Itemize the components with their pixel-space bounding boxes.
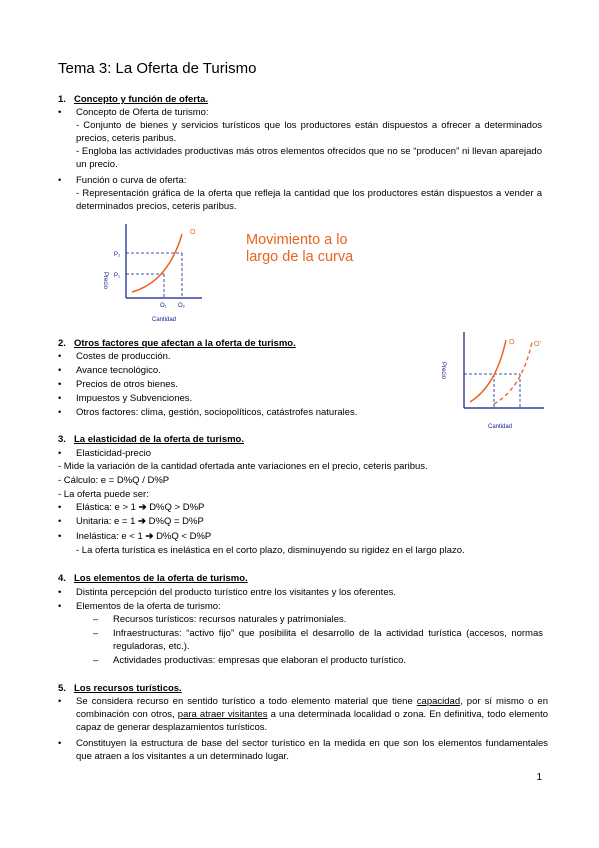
bullet-text xyxy=(76,515,548,528)
unit-result: D%Q = D%P xyxy=(148,516,204,527)
y-axis-label: Precio xyxy=(440,362,446,380)
bullet-icon: • xyxy=(58,407,62,418)
sub-item xyxy=(93,627,543,653)
text-run: Se considera recurso en sentido turístico a todo elemento material que tiene xyxy=(76,696,417,707)
bullet-icon: • xyxy=(58,601,62,612)
bullet-text: Otros factores: clima, gestión, sociopolíticos, catástrofes naturales. xyxy=(76,407,358,418)
paragraph: - Conjunto de bienes y servicios turísticos que los productores están dispuestos a ofrecer a determinados precios, ceteris paribus. xyxy=(76,120,542,144)
bullet-icon: • xyxy=(58,448,62,459)
arrow-icon: ➔ xyxy=(138,516,147,527)
supply-curve-o-prime xyxy=(494,342,532,404)
curve-label: O xyxy=(190,229,196,236)
paragraph: - Representación gráfica de la oferta que refleja la cantidad que los productores están dispuestos a vender a determinados precios, ceteris paribus. xyxy=(76,188,542,212)
bullet-icon: • xyxy=(58,175,62,186)
bullet-text: Función o curva de oferta: xyxy=(76,175,187,186)
underlined-text: capacidad xyxy=(416,696,461,707)
text-line: - La oferta puede ser: xyxy=(58,489,149,500)
bullet-text: Costes de producción. xyxy=(76,351,171,362)
page-number: 1 xyxy=(536,772,542,783)
bullet-text: Distinta percepción del producto turístico entre los visitantes y los oferentes. xyxy=(76,587,396,598)
x-axis-label: Cantidad xyxy=(152,317,177,323)
annotation-line: Movimiento a lo xyxy=(246,232,348,248)
inelastic-condition: Inelástica: e < 1 xyxy=(76,531,146,542)
bullet-icon: • xyxy=(58,502,62,513)
arrow-icon: ➔ xyxy=(145,531,154,542)
bullet-text: Impuestos y Subvenciones. xyxy=(76,393,193,404)
sub-item-text: Infraestructuras: “activo fijo” que posibilita el desarrollo de la actividad turística (accesos, normas reguladoras, etc.). xyxy=(113,628,543,652)
section-3-heading xyxy=(58,433,244,446)
section-number: 3. xyxy=(58,434,66,445)
text-run: a una determinada localidad o zona. En definitiva, todo elemento capaz de generar desplazamientos turísticos. xyxy=(76,709,548,733)
elastic-result: D%Q > D%P xyxy=(149,502,205,513)
bullet-item xyxy=(58,586,548,599)
annotation-line: largo de la curva xyxy=(246,249,354,265)
bullet-text: Elasticidad-precio xyxy=(76,448,151,459)
bullet-text xyxy=(76,695,548,734)
curve-label: O xyxy=(509,339,515,346)
bullet-icon: • xyxy=(58,393,62,404)
text-line: - Mide la variación de la cantidad ofertada ante variaciones en el precio, ceteris paribus. xyxy=(58,461,428,472)
bullet-item xyxy=(58,174,548,187)
section-2-heading xyxy=(58,337,296,350)
dash-icon: – xyxy=(93,628,99,639)
bullet-text: Avance tecnológico. xyxy=(76,365,161,376)
bullet-item xyxy=(58,695,548,734)
bullet-icon: • xyxy=(58,351,62,362)
bullet-icon: • xyxy=(58,738,62,749)
supply-curve-graph xyxy=(90,222,210,326)
text-line: - Cálculo: e = D%Q / D%P xyxy=(58,475,170,486)
underlined-text: para atraer visitantes xyxy=(177,709,268,720)
movement-annotation xyxy=(246,232,353,266)
tick-label-q1: O₁ xyxy=(160,303,167,309)
supply-shift-graph xyxy=(432,330,552,434)
section-1-heading xyxy=(58,93,208,106)
supply-curve-o xyxy=(470,340,506,402)
tick-label-q2: O₂ xyxy=(178,303,185,309)
bullet-text xyxy=(76,501,548,514)
page-title: Tema 3: La Oferta de Turismo xyxy=(58,60,257,77)
curve-label: O' xyxy=(534,341,541,348)
sub-item xyxy=(93,613,543,626)
bullet-icon: • xyxy=(58,379,62,390)
section-number: 1. xyxy=(58,94,66,105)
section-title: Concepto y función de oferta. xyxy=(74,94,209,105)
bullet-item xyxy=(58,501,548,514)
elastic-condition: Elástica: e > 1 xyxy=(76,502,139,513)
section-5-heading xyxy=(58,682,182,695)
text-line: - La oferta turística es inelástica en el corto plazo, disminuyendo su rigidez en el largo plazo. xyxy=(76,545,465,556)
bullet-item xyxy=(58,600,548,613)
sub-item-text: Recursos turísticos: recursos naturales y patrimoniales. xyxy=(113,614,347,625)
section-title: Los recursos turísticos. xyxy=(74,683,182,694)
section-title: Los elementos de la oferta de turismo. xyxy=(74,573,248,584)
unit-condition: Unitaria: e = 1 xyxy=(76,516,139,527)
bullet-icon: • xyxy=(58,365,62,376)
y-axis-label: Precio xyxy=(102,272,108,290)
sub-item-text: Actividades productivas: empresas que elaboran el producto turístico. xyxy=(113,655,407,666)
arrow-icon: ➔ xyxy=(138,502,147,513)
section-title: Otros factores que afectan a la oferta de turismo. xyxy=(74,338,296,349)
dash-icon: – xyxy=(93,655,99,666)
paragraph: - Engloba las actividades productivas más otros elementos ofrecidos que no se “producen” ni llevan aparejado un precio. xyxy=(76,146,542,170)
x-axis-label: Cantidad xyxy=(488,424,513,430)
section-4-heading xyxy=(58,572,248,585)
tick-label-p2: P₂ xyxy=(114,252,121,258)
bullet-text xyxy=(76,530,548,543)
bullet-icon: • xyxy=(58,516,62,527)
sub-item xyxy=(93,654,543,667)
section-number: 4. xyxy=(58,573,66,584)
section-number: 5. xyxy=(58,683,66,694)
bullet-item xyxy=(58,515,548,528)
text-run: , por sí mismo o en combinación con otros, xyxy=(76,696,549,720)
bullet-icon: • xyxy=(58,531,62,542)
bullet-icon: • xyxy=(58,587,62,598)
bullet-icon: • xyxy=(58,107,62,118)
section-title: La elasticidad de la oferta de turismo. xyxy=(74,434,244,445)
bullet-text: Constituyen la estructura de base del sector turístico en la medida en que son los elementos fundamentales que atraen a los visitantes a un determinado lugar. xyxy=(76,738,548,762)
section-number: 2. xyxy=(58,338,66,349)
bullet-item xyxy=(58,106,548,119)
dash-icon: – xyxy=(93,614,99,625)
inelastic-result: D%Q < D%P xyxy=(156,531,212,542)
tick-label-p1: P₁ xyxy=(114,273,121,279)
bullet-item xyxy=(58,447,548,460)
bullet-item xyxy=(58,530,548,543)
bullet-item xyxy=(58,737,548,763)
bullet-icon: • xyxy=(58,696,62,707)
supply-curve xyxy=(132,234,182,292)
bullet-text: Elementos de la oferta de turismo: xyxy=(76,601,221,612)
bullet-text: Precios de otros bienes. xyxy=(76,379,178,390)
bullet-text: Concepto de Oferta de turismo: xyxy=(76,107,209,118)
